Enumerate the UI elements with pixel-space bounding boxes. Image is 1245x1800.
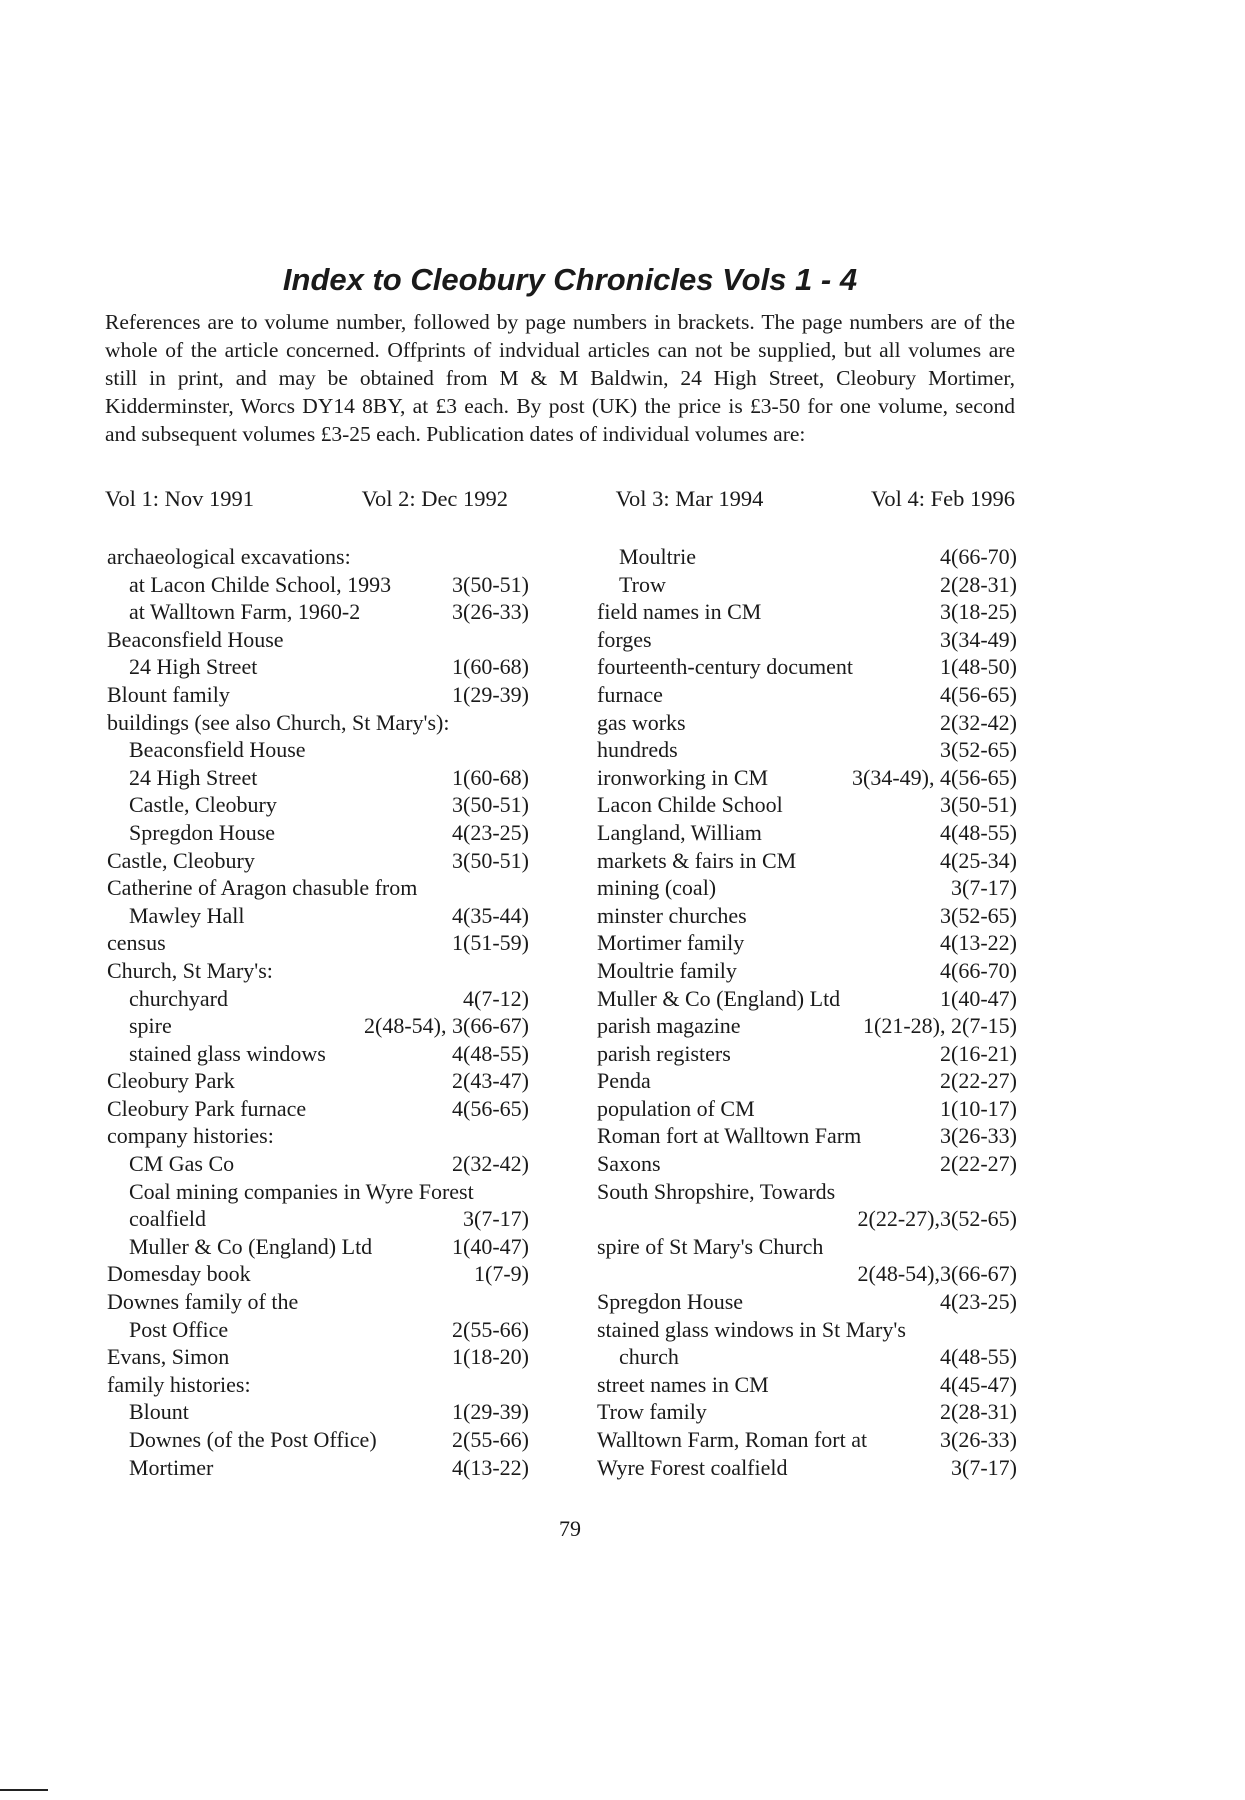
index-term: parish registers xyxy=(597,1040,731,1066)
index-term: Saxons xyxy=(597,1151,661,1177)
index-title: Index to Cleobury Chronicles Vols 1 - 4 xyxy=(282,262,858,297)
index-ref: 1(40-47) xyxy=(940,985,1017,1011)
index-ref: 4(48-55) xyxy=(940,1344,1017,1370)
index-term: Blount family xyxy=(107,681,230,707)
index-entry xyxy=(597,1288,1017,1316)
index-term: Catherine of Aragon chasuble from xyxy=(107,875,418,901)
index-term: street names in CM xyxy=(597,1371,769,1397)
index-entry xyxy=(597,543,1017,571)
index-term: Muller & Co (England) Ltd xyxy=(597,985,841,1011)
index-ref: 1(40-47) xyxy=(452,1233,529,1259)
index-term: spire of St Mary's Church xyxy=(597,1233,824,1259)
index-entry xyxy=(107,847,529,875)
index-term: Trow xyxy=(619,571,666,597)
index-term: Roman fort at Walltown Farm xyxy=(597,1123,862,1149)
index-entry xyxy=(597,1178,1017,1206)
index-term: Mortimer family xyxy=(597,930,745,956)
index-entry xyxy=(107,1205,529,1233)
index-entry xyxy=(107,874,529,902)
index-term: markets & fairs in CM xyxy=(597,847,797,873)
index-ref: 4(66-70) xyxy=(940,544,1017,569)
index-term: CM Gas Co xyxy=(129,1151,235,1177)
index-ref: 3(18-25) xyxy=(940,599,1017,625)
index-ref: 1(51-59) xyxy=(452,930,529,956)
index-ref: 2(55-66) xyxy=(452,1427,529,1452)
index-entry xyxy=(597,791,1017,819)
index-ref: 2(32-42) xyxy=(452,1151,529,1177)
index-entry xyxy=(107,1178,529,1206)
index-ref: 2(48-54),3(66-67) xyxy=(857,1261,1017,1287)
index-entry xyxy=(107,736,529,764)
index-entry xyxy=(597,1205,1017,1233)
index-entry xyxy=(107,1316,529,1344)
index-ref: 3(34-49) xyxy=(940,626,1017,652)
index-ref: 4(45-47) xyxy=(940,1371,1017,1397)
index-term: furnace xyxy=(597,681,663,707)
index-ref: 1(10-17) xyxy=(940,1095,1017,1121)
index-ref: 2(22-27) xyxy=(940,1151,1017,1177)
index-entry xyxy=(107,709,529,737)
index-ref: 2(43-47) xyxy=(452,1068,529,1094)
index-ref: 2(55-66) xyxy=(452,1316,529,1342)
index-ref: 1(21-28), 2(7-15) xyxy=(863,1013,1017,1039)
index-term: company histories: xyxy=(107,1123,274,1149)
index-term: South Shropshire, Towards xyxy=(597,1178,836,1204)
index-entry xyxy=(597,1233,1017,1261)
index-term: Domesday book xyxy=(107,1261,251,1287)
index-term: Downes family of the xyxy=(107,1289,299,1315)
index-entry xyxy=(107,1150,529,1178)
index-term: Lacon Childe School xyxy=(597,792,783,818)
index-entry xyxy=(597,1067,1017,1095)
index-entry xyxy=(597,681,1017,709)
scan-edge-mark xyxy=(0,1789,48,1791)
index-entry xyxy=(107,985,529,1013)
index-entry xyxy=(107,929,529,957)
index-entry xyxy=(107,1067,529,1095)
index-entry xyxy=(597,653,1017,681)
index-entry xyxy=(107,1288,529,1316)
volume-date: Vol 2: Dec 1992 xyxy=(361,486,509,511)
index-entry xyxy=(597,1398,1017,1426)
index-entry xyxy=(597,985,1017,1013)
index-term: Trow family xyxy=(597,1399,707,1425)
index-term: family histories: xyxy=(107,1371,251,1397)
index-entry xyxy=(597,929,1017,957)
index-term: stained glass windows xyxy=(129,1040,326,1066)
index-term: hundreds xyxy=(597,737,678,763)
index-ref: 1(29-39) xyxy=(452,681,529,707)
index-term: Mortimer xyxy=(129,1454,214,1480)
index-entry xyxy=(107,653,529,681)
index-ref: 2(48-54), 3(66-67) xyxy=(364,1013,529,1039)
index-entry xyxy=(597,709,1017,737)
index-ref: 4(13-22) xyxy=(940,930,1017,956)
index-term: census xyxy=(107,930,166,956)
index-term: parish magazine xyxy=(597,1013,741,1039)
index-entry xyxy=(597,1040,1017,1068)
index-term: Mawley Hall xyxy=(129,902,245,928)
index-term: Spregdon House xyxy=(129,819,276,845)
index-entry xyxy=(597,957,1017,985)
index-term: Post Office xyxy=(129,1316,229,1342)
index-entry xyxy=(107,1095,529,1123)
index-term: Evans, Simon xyxy=(107,1344,230,1370)
volume-date: Vol 4: Feb 1996 xyxy=(870,486,1015,511)
index-entry xyxy=(107,626,529,654)
index-term: fourteenth-century document xyxy=(597,654,853,680)
index-entry xyxy=(107,1040,529,1068)
index-term: minster churches xyxy=(597,902,747,928)
index-ref: 3(26-33) xyxy=(940,1123,1017,1149)
index-ref: 2(32-42) xyxy=(940,709,1017,735)
index-ref: 4(56-65) xyxy=(940,681,1017,707)
index-term: Beaconsfield House xyxy=(129,737,306,763)
index-entry xyxy=(107,1398,529,1426)
index-term: Moultrie family xyxy=(597,957,737,983)
index-entry xyxy=(597,1122,1017,1150)
index-term: Coal mining companies in Wyre Forest xyxy=(129,1178,474,1204)
index-entry xyxy=(107,1371,529,1399)
index-term: Cleobury Park xyxy=(107,1068,235,1094)
index-entry xyxy=(597,819,1017,847)
index-ref: 3(26-33) xyxy=(452,599,529,625)
index-term: 24 High Street xyxy=(129,764,258,790)
volume-dates xyxy=(105,484,1015,514)
index-term: church xyxy=(619,1344,679,1370)
index-entry xyxy=(107,1260,529,1288)
index-ref: 4(48-55) xyxy=(452,1040,529,1066)
index-column-left xyxy=(107,543,529,1481)
intro-paragraph: References are to volume number, followed by page numbers in brackets. The page numbers are of the whole of the article concerned. Offprints of indvidual articles can not be supplied, but all volumes are still in print, and may be obtained from M & M Baldwin, 24 High Street, Cleobury Mortimer, Kidderminster, Worcs DY14 8BY, at £3 each. By post (UK) the price is £3-50 for one volume, second and subsequent volumes £3-25 each. Publication dates of individual volumes are: xyxy=(105,310,1015,446)
index-term: Moultrie xyxy=(619,544,696,569)
volume-date: Vol 1: Nov 1991 xyxy=(105,486,254,511)
index-entry xyxy=(107,543,529,571)
index-ref: 3(7-17) xyxy=(463,1206,529,1232)
index-term: Muller & Co (England) Ltd xyxy=(129,1233,373,1259)
index-entry xyxy=(597,1150,1017,1178)
index-ref: 3(52-65) xyxy=(940,902,1017,928)
index-entry xyxy=(597,736,1017,764)
index-term: spire xyxy=(129,1013,172,1039)
index-column-right xyxy=(597,543,1017,1481)
index-entry xyxy=(597,1260,1017,1288)
index-ref: 2(16-21) xyxy=(940,1040,1017,1066)
index-entry xyxy=(107,1122,529,1150)
index-ref: 2(22-27) xyxy=(940,1068,1017,1094)
index-ref: 4(25-34) xyxy=(940,847,1017,873)
index-ref: 1(29-39) xyxy=(452,1399,529,1425)
index-ref: 4(23-25) xyxy=(940,1289,1017,1315)
index-ref: 2(22-27),3(52-65) xyxy=(857,1206,1017,1232)
index-entry xyxy=(107,1454,529,1482)
index-term: buildings (see also Church, St Mary's): xyxy=(107,709,450,735)
index-term: churchyard xyxy=(129,985,228,1011)
index-term: Church, St Mary's: xyxy=(107,957,273,983)
index-term: Castle, Cleobury xyxy=(129,792,277,818)
index-ref: 4(66-70) xyxy=(940,957,1017,983)
index-ref: 3(50-51) xyxy=(452,571,529,597)
index-ref: 2(28-31) xyxy=(940,571,1017,597)
index-entry xyxy=(597,1095,1017,1123)
index-entry xyxy=(107,1012,529,1040)
index-ref: 2(28-31) xyxy=(940,1399,1017,1425)
index-term: Langland, William xyxy=(597,819,762,845)
index-term: field names in CM xyxy=(597,599,762,625)
index-term: Spregdon House xyxy=(597,1289,744,1315)
index-ref: 4(7-12) xyxy=(463,985,529,1011)
volume-date: Vol 3: Mar 1994 xyxy=(615,486,764,511)
index-entry xyxy=(107,1233,529,1261)
index-entry xyxy=(107,571,529,599)
index-ref: 4(56-65) xyxy=(452,1095,529,1121)
index-term: Castle, Cleobury xyxy=(107,847,255,873)
index-term: Cleobury Park furnace xyxy=(107,1095,307,1121)
index-ref: 3(52-65) xyxy=(940,737,1017,763)
index-entry xyxy=(597,1454,1017,1482)
index-entry xyxy=(107,819,529,847)
index-ref: 1(48-50) xyxy=(940,654,1017,680)
index-ref: 1(18-20) xyxy=(452,1344,529,1370)
index-entry xyxy=(597,1012,1017,1040)
index-term: archaeological excavations: xyxy=(107,544,351,569)
index-entry xyxy=(597,1426,1017,1454)
index-entry xyxy=(597,902,1017,930)
index-ref: 1(60-68) xyxy=(452,764,529,790)
index-ref: 3(34-49), 4(56-65) xyxy=(852,764,1017,790)
index-entry xyxy=(107,1426,529,1454)
index-term: gas works xyxy=(597,709,686,735)
index-term: stained glass windows in St Mary's xyxy=(597,1316,906,1342)
index-entry xyxy=(107,957,529,985)
index-ref: 3(50-51) xyxy=(452,847,529,873)
index-term: Blount xyxy=(129,1399,189,1425)
index-ref: 1(7-9) xyxy=(474,1261,529,1287)
index-entry xyxy=(597,1343,1017,1371)
index-entry xyxy=(107,764,529,792)
index-term: Beaconsfield House xyxy=(107,626,284,652)
index-term: forges xyxy=(597,626,652,652)
index-entry xyxy=(597,1371,1017,1399)
index-entry xyxy=(597,847,1017,875)
index-term: population of CM xyxy=(597,1095,755,1121)
page-number: 79 xyxy=(559,1516,581,1541)
index-entry xyxy=(597,1316,1017,1344)
index-entry xyxy=(597,764,1017,792)
index-entry xyxy=(597,598,1017,626)
index-entry xyxy=(107,681,529,709)
index-ref: 3(50-51) xyxy=(940,792,1017,818)
index-term: at Lacon Childe School, 1993 xyxy=(129,571,392,597)
index-term: Wyre Forest coalfield xyxy=(597,1454,788,1480)
index-ref: 4(48-55) xyxy=(940,819,1017,845)
index-ref: 3(7-17) xyxy=(951,875,1017,901)
index-entry xyxy=(597,874,1017,902)
index-term: Penda xyxy=(597,1068,651,1094)
index-entry xyxy=(107,791,529,819)
index-term: 24 High Street xyxy=(129,654,258,680)
index-ref: 4(13-22) xyxy=(452,1454,529,1480)
index-entry xyxy=(597,571,1017,599)
index-ref: 3(7-17) xyxy=(951,1454,1017,1480)
index-ref: 3(26-33) xyxy=(940,1427,1017,1452)
index-term: mining (coal) xyxy=(597,875,717,901)
index-term: coalfield xyxy=(129,1206,206,1232)
index-term: ironworking in CM xyxy=(597,764,769,790)
index-term: Walltown Farm, Roman fort at xyxy=(597,1427,868,1452)
index-entry xyxy=(107,1343,529,1371)
index-term: Downes (of the Post Office) xyxy=(129,1427,377,1452)
index-ref: 3(50-51) xyxy=(452,792,529,818)
index-entry xyxy=(107,902,529,930)
index-entry xyxy=(597,626,1017,654)
index-term: at Walltown Farm, 1960-2 xyxy=(129,599,361,625)
index-entry xyxy=(107,598,529,626)
index-ref: 4(23-25) xyxy=(452,819,529,845)
index-ref: 1(60-68) xyxy=(452,654,529,680)
index-ref: 4(35-44) xyxy=(452,902,529,928)
